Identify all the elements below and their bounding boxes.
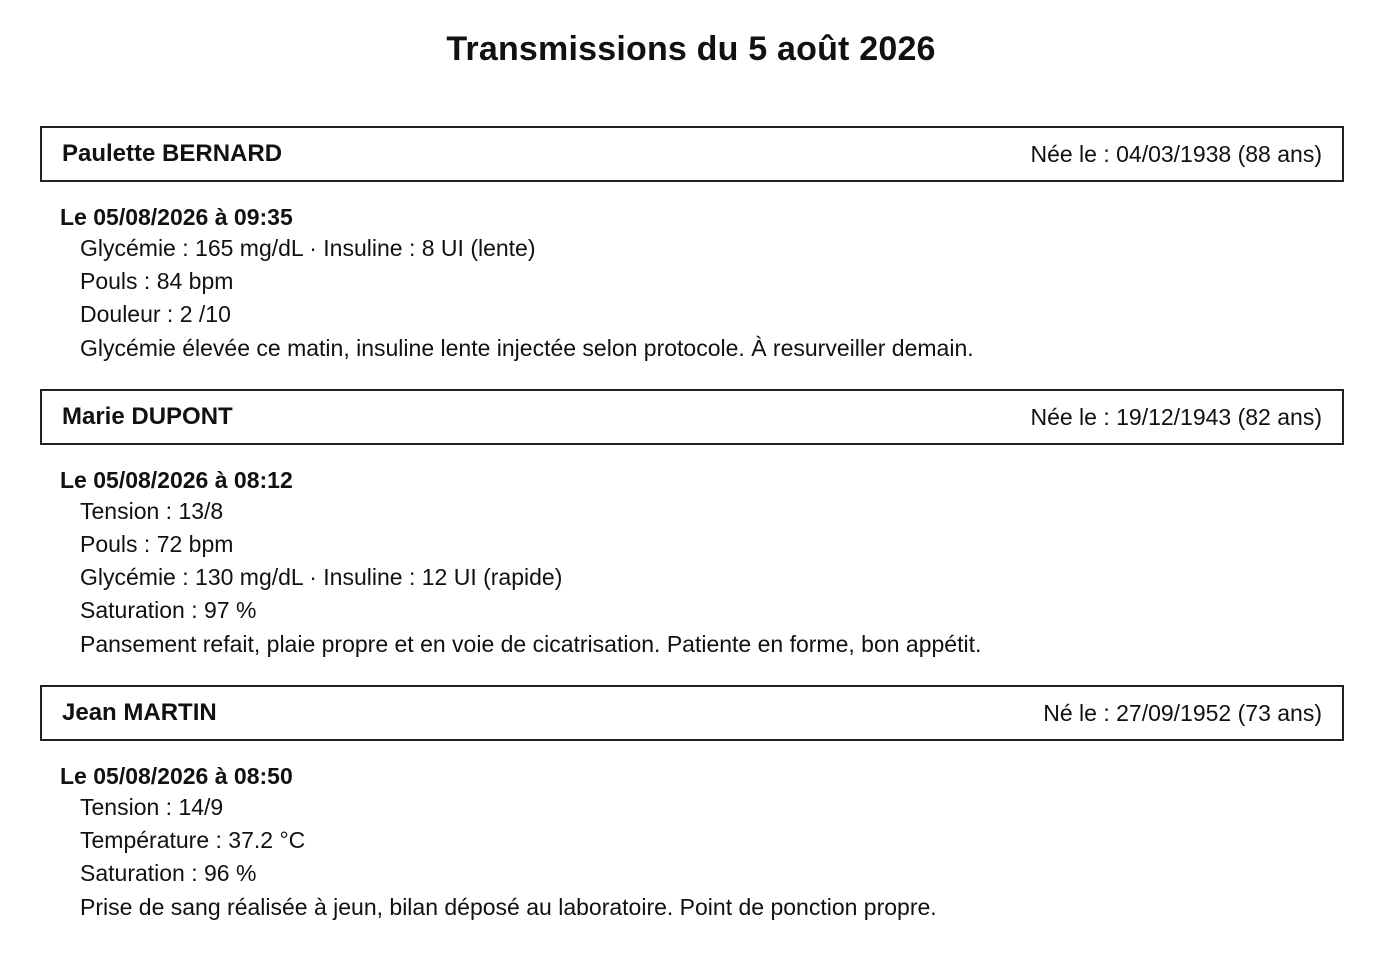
page-title: Transmissions du 5 août 2026 xyxy=(446,30,936,68)
patient-header xyxy=(40,685,1344,741)
entry-note: Pansement refait, plaie propre et en voie de cicatrisation. Patiente en forme, bon appétit. xyxy=(80,631,982,657)
patient-birthdate: Né le : 27/09/1952 (73 ans) xyxy=(1043,699,1322,726)
vital-line: Tension : 13/8 xyxy=(80,498,224,524)
patient-block xyxy=(40,126,1344,365)
transmission-entry xyxy=(40,202,1344,365)
patient-name: Jean MARTIN xyxy=(62,699,217,726)
entry-note: Prise de sang réalisée à jeun, bilan déposé au laboratoire. Point de ponction propre. xyxy=(80,894,937,920)
patient-name: Marie DUPONT xyxy=(62,403,233,430)
patient-header xyxy=(40,126,1344,182)
entry-datetime: Le 05/08/2026 à 09:35 xyxy=(60,204,293,230)
patient-birthdate: Née le : 19/12/1943 (82 ans) xyxy=(1030,403,1322,430)
entry-details xyxy=(60,791,1344,924)
transmission-entry xyxy=(40,465,1344,661)
patient-list xyxy=(40,126,1344,948)
patient-block xyxy=(40,685,1344,924)
vital-line: Glycémie : 165 mg/dL · Insuline : 8 UI (lente) xyxy=(80,235,536,261)
entry-datetime: Le 05/08/2026 à 08:50 xyxy=(60,763,293,789)
patient-birthdate: Née le : 04/03/1938 (88 ans) xyxy=(1030,140,1322,167)
vital-line: Saturation : 97 % xyxy=(80,597,257,623)
vital-line: Saturation : 96 % xyxy=(80,860,257,886)
patient-name: Paulette BERNARD xyxy=(62,140,283,167)
transmission-entry xyxy=(40,761,1344,924)
vital-line: Température : 37.2 °C xyxy=(80,827,306,853)
entry-details xyxy=(60,495,1344,661)
patient-block xyxy=(40,389,1344,661)
vital-line: Douleur : 2 /10 xyxy=(80,301,231,327)
entry-details xyxy=(60,232,1344,365)
vital-line: Tension : 14/9 xyxy=(80,794,224,820)
vital-line: Pouls : 84 bpm xyxy=(80,268,234,294)
vital-line: Glycémie : 130 mg/dL · Insuline : 12 UI (rapide) xyxy=(80,564,563,590)
vital-line: Pouls : 72 bpm xyxy=(80,531,234,557)
entry-note: Glycémie élevée ce matin, insuline lente injectée selon protocole. À resurveiller demain. xyxy=(80,335,974,361)
entry-datetime: Le 05/08/2026 à 08:12 xyxy=(60,467,293,493)
patient-header xyxy=(40,389,1344,445)
